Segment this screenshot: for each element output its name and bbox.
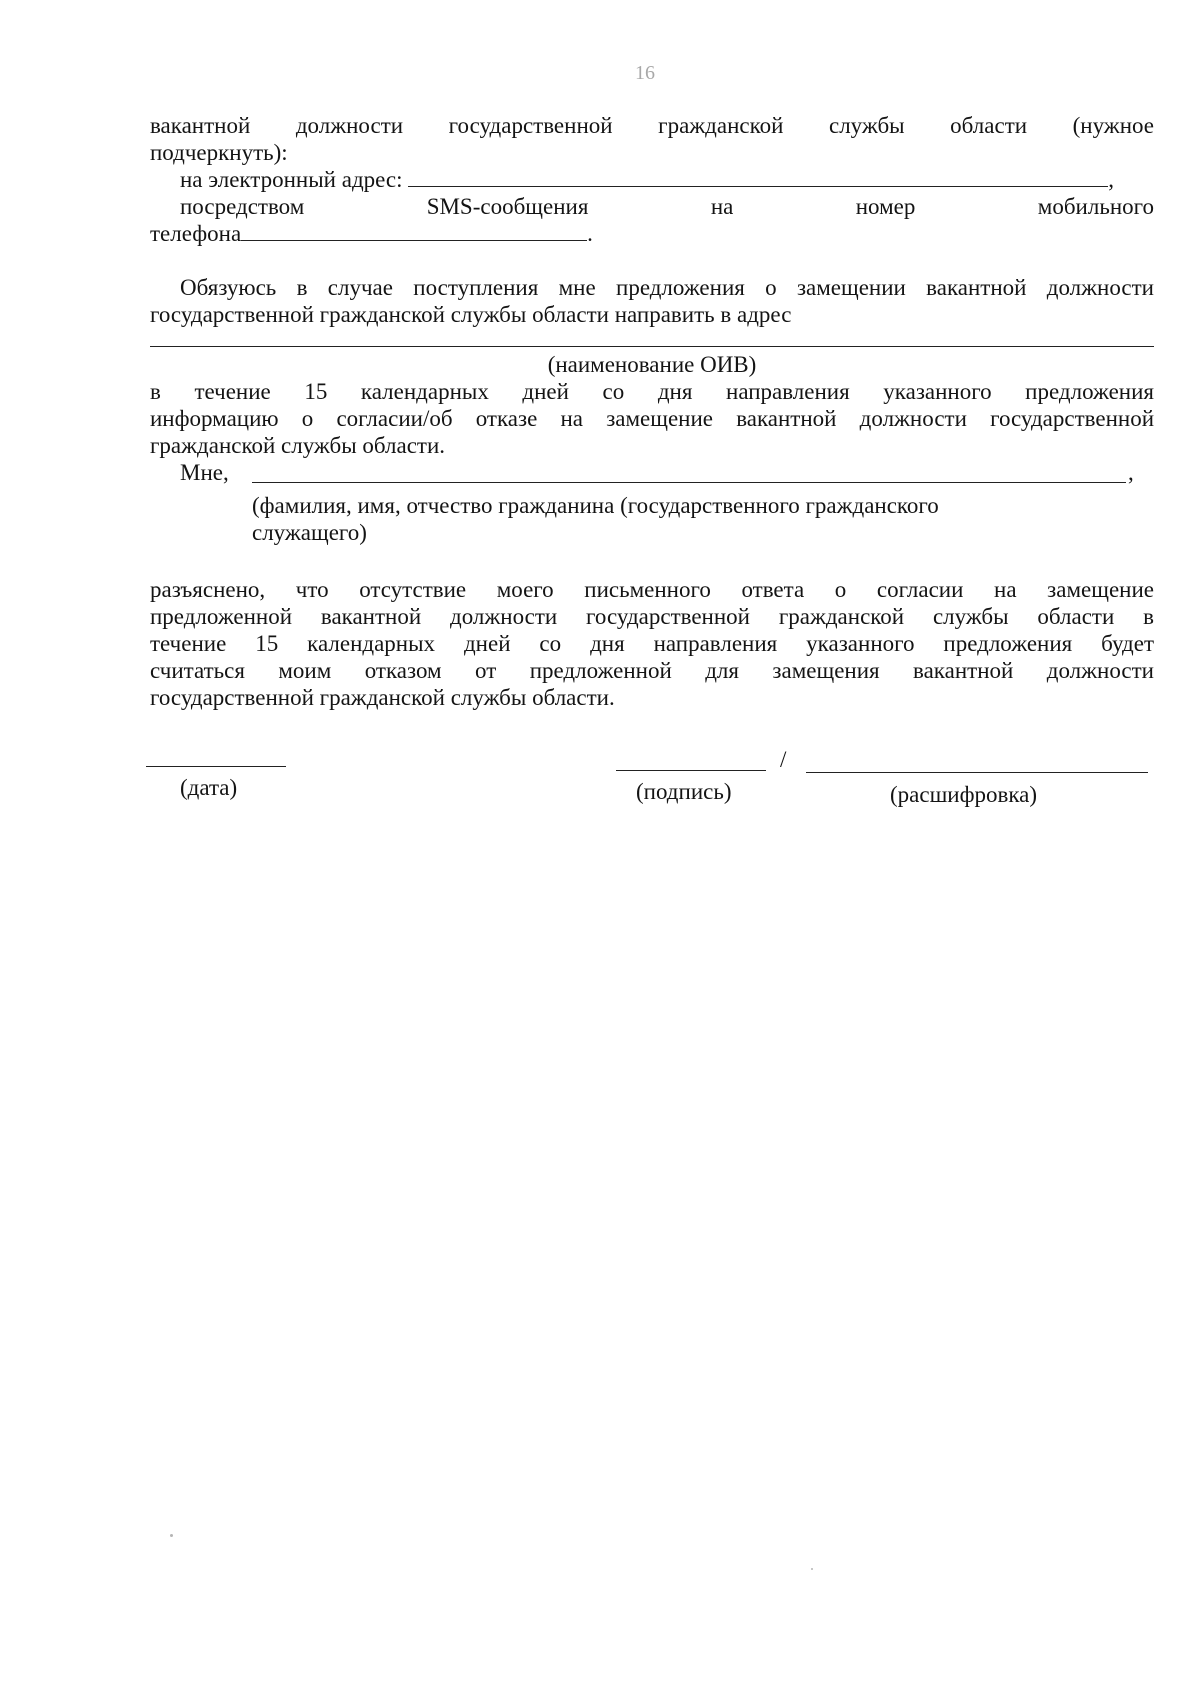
signature-block — [150, 747, 1154, 816]
signature-separator: / — [780, 747, 787, 772]
form-body — [150, 112, 1154, 816]
sms-word-1: посредством — [180, 194, 305, 219]
fio-field[interactable] — [252, 463, 1126, 483]
fio-caption-line-2: служащего) — [252, 520, 367, 545]
explained-line-3: течение 15 календарных дней со дня направления указанного предложения будет — [150, 631, 1154, 656]
phone-row — [150, 220, 1154, 247]
email-row — [150, 166, 1154, 193]
signature-caption: (подпись) — [636, 779, 732, 804]
explained-line-2: предложенной вакантной должности государственной гражданской службы области в — [150, 604, 1154, 629]
mne-label: Мне, — [180, 460, 229, 485]
obligation-line-2: государственной гражданской службы области направить в адрес — [150, 302, 792, 327]
intro-line-2: подчеркнуть): — [150, 140, 288, 165]
explained-line-4: считаться моим отказом от предложенной для замещения вакантной должности — [150, 658, 1154, 683]
scan-speck — [811, 1568, 813, 1570]
date-field[interactable] — [146, 766, 286, 767]
sms-word-5: мобильного — [1037, 194, 1154, 219]
email-label: на электронный адрес: — [180, 167, 403, 192]
phone-end: . — [587, 221, 593, 246]
sms-word-3: на — [710, 194, 734, 219]
email-field[interactable] — [408, 167, 1108, 187]
intro-line-1: вакантной должности государственной гражданской службы области (нужное — [150, 113, 1154, 138]
mne-end: , — [1128, 460, 1134, 485]
within-line-3: гражданской службы области. — [150, 433, 446, 458]
within-line-2: информацию о согласии/об отказе на замещение вакантной должности государственной — [150, 406, 1154, 431]
sms-word-4: номер — [855, 194, 916, 219]
within-line-1: в течение 15 календарных дней со дня направления указанного предложения — [150, 379, 1154, 404]
phone-label: телефона — [150, 221, 242, 246]
page-number: 16 — [635, 62, 655, 84]
mne-row — [150, 459, 1154, 486]
explained-line-5: государственной гражданской службы области. — [150, 685, 615, 710]
email-end: , — [1108, 167, 1115, 192]
date-caption: (дата) — [180, 775, 238, 800]
decoding-field[interactable] — [806, 772, 1148, 773]
explained-line-1: разъяснено, что отсутствие моего письменного ответа о согласии на замещение — [150, 577, 1154, 602]
sms-word-2: SMS-сообщения — [426, 194, 589, 219]
scan-speck — [170, 1534, 173, 1537]
signature-field[interactable] — [616, 770, 766, 771]
sms-row — [150, 193, 1154, 220]
phone-field[interactable] — [241, 221, 587, 241]
decoding-caption: (расшифровка) — [890, 782, 1038, 807]
fio-caption-line-1: (фамилия, имя, отчество гражданина (государственного гражданского — [252, 493, 939, 518]
oiv-caption: (наименование ОИВ) — [547, 352, 757, 377]
oiv-field[interactable] — [150, 346, 1154, 347]
blank-page-area — [0, 900, 1200, 1600]
obligation-line-1: Обязуюсь в случае поступления мне предложения о замещении вакантной должности — [180, 275, 1154, 300]
